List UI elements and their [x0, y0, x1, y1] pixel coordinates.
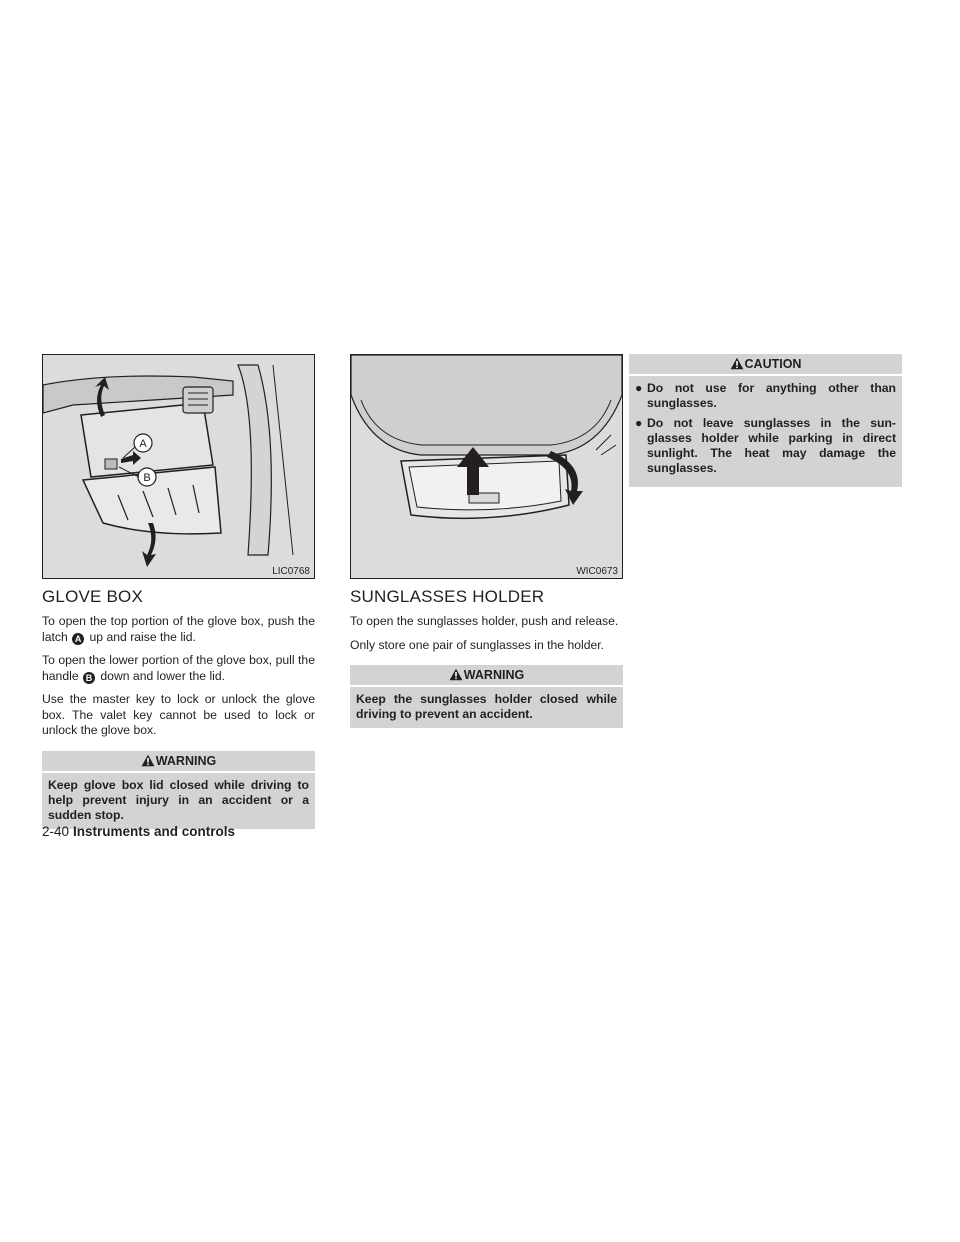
bullet-icon: ● [635, 381, 643, 395]
warning-triangle-icon [141, 754, 155, 767]
warning-triangle-icon [449, 668, 463, 681]
warning-title: WARNING [463, 668, 525, 682]
caution-triangle-icon [730, 357, 744, 370]
warning-title: WARNING [155, 753, 217, 768]
figure-code: WIC0673 [576, 566, 618, 577]
callout-b-label: B [143, 472, 151, 484]
p2-text-start: To open the lower portion of the glove box, pull the handle [42, 653, 315, 683]
warning-header [42, 751, 315, 773]
glove-box-paragraph-3: Use the master key to lock or unlock the glove box. The valet key cannot be used to lock or unlock the glove box. [42, 692, 315, 737]
sunglasses-column [350, 354, 623, 728]
callout-a-label: A [139, 438, 147, 450]
marker-a-icon: A [72, 633, 84, 645]
caution-title: CAUTION [744, 357, 802, 371]
warning-header [350, 665, 623, 687]
sunglasses-paragraph-1: To open the sunglasses holder, push and release. [350, 614, 619, 628]
glove-box-warning [42, 751, 315, 829]
warning-text: Keep the sunglasses holder closed while driving to prevent an accident. [356, 692, 617, 721]
p1-text-start: To open the top portion of the glove box, push the latch [42, 614, 315, 644]
glove-box-column [42, 354, 315, 829]
sunglasses-heading: SUNGLASSES HOLDER [350, 587, 545, 606]
glove-box-drawing [43, 355, 314, 578]
marker-b-icon: B [83, 672, 95, 684]
caution-item [635, 381, 896, 411]
sunglasses-paragraph-2: Only store one pair of sunglasses in the holder. [350, 637, 605, 652]
caution-item-text: Do not leave sunglasses in the sun-glasses holder while parking in direct sunlight. The heat may damage the sunglasses. [647, 416, 896, 475]
sunglasses-illustration [350, 354, 623, 579]
sunglasses-warning [350, 665, 623, 728]
p1-text-end: up and raise the lid. [89, 629, 196, 644]
page-number: 2-40 [42, 824, 70, 839]
caution-item-text: Do not use for anything other than sunglasses. [647, 381, 896, 410]
caution-item [635, 416, 896, 476]
caution-box [629, 354, 902, 487]
p2-text-end: down and lower the lid. [100, 668, 226, 683]
glove-box-paragraph-2 [42, 653, 315, 684]
caution-header [629, 354, 902, 376]
section-title: Instruments and controls [73, 824, 236, 839]
figure-code: LIC0768 [272, 566, 310, 577]
bullet-icon: ● [635, 416, 643, 430]
caution-body [629, 376, 902, 487]
caution-column [629, 354, 902, 487]
warning-text: Keep glove box lid closed while driving to help prevent injury in an accident or a sudden stop. [48, 777, 309, 822]
glove-box-illustration [42, 354, 315, 579]
glove-box-heading: GLOVE BOX [42, 587, 144, 606]
page-footer [42, 824, 235, 839]
sunglasses-drawing [351, 355, 622, 578]
glove-box-paragraph-1 [42, 614, 315, 645]
